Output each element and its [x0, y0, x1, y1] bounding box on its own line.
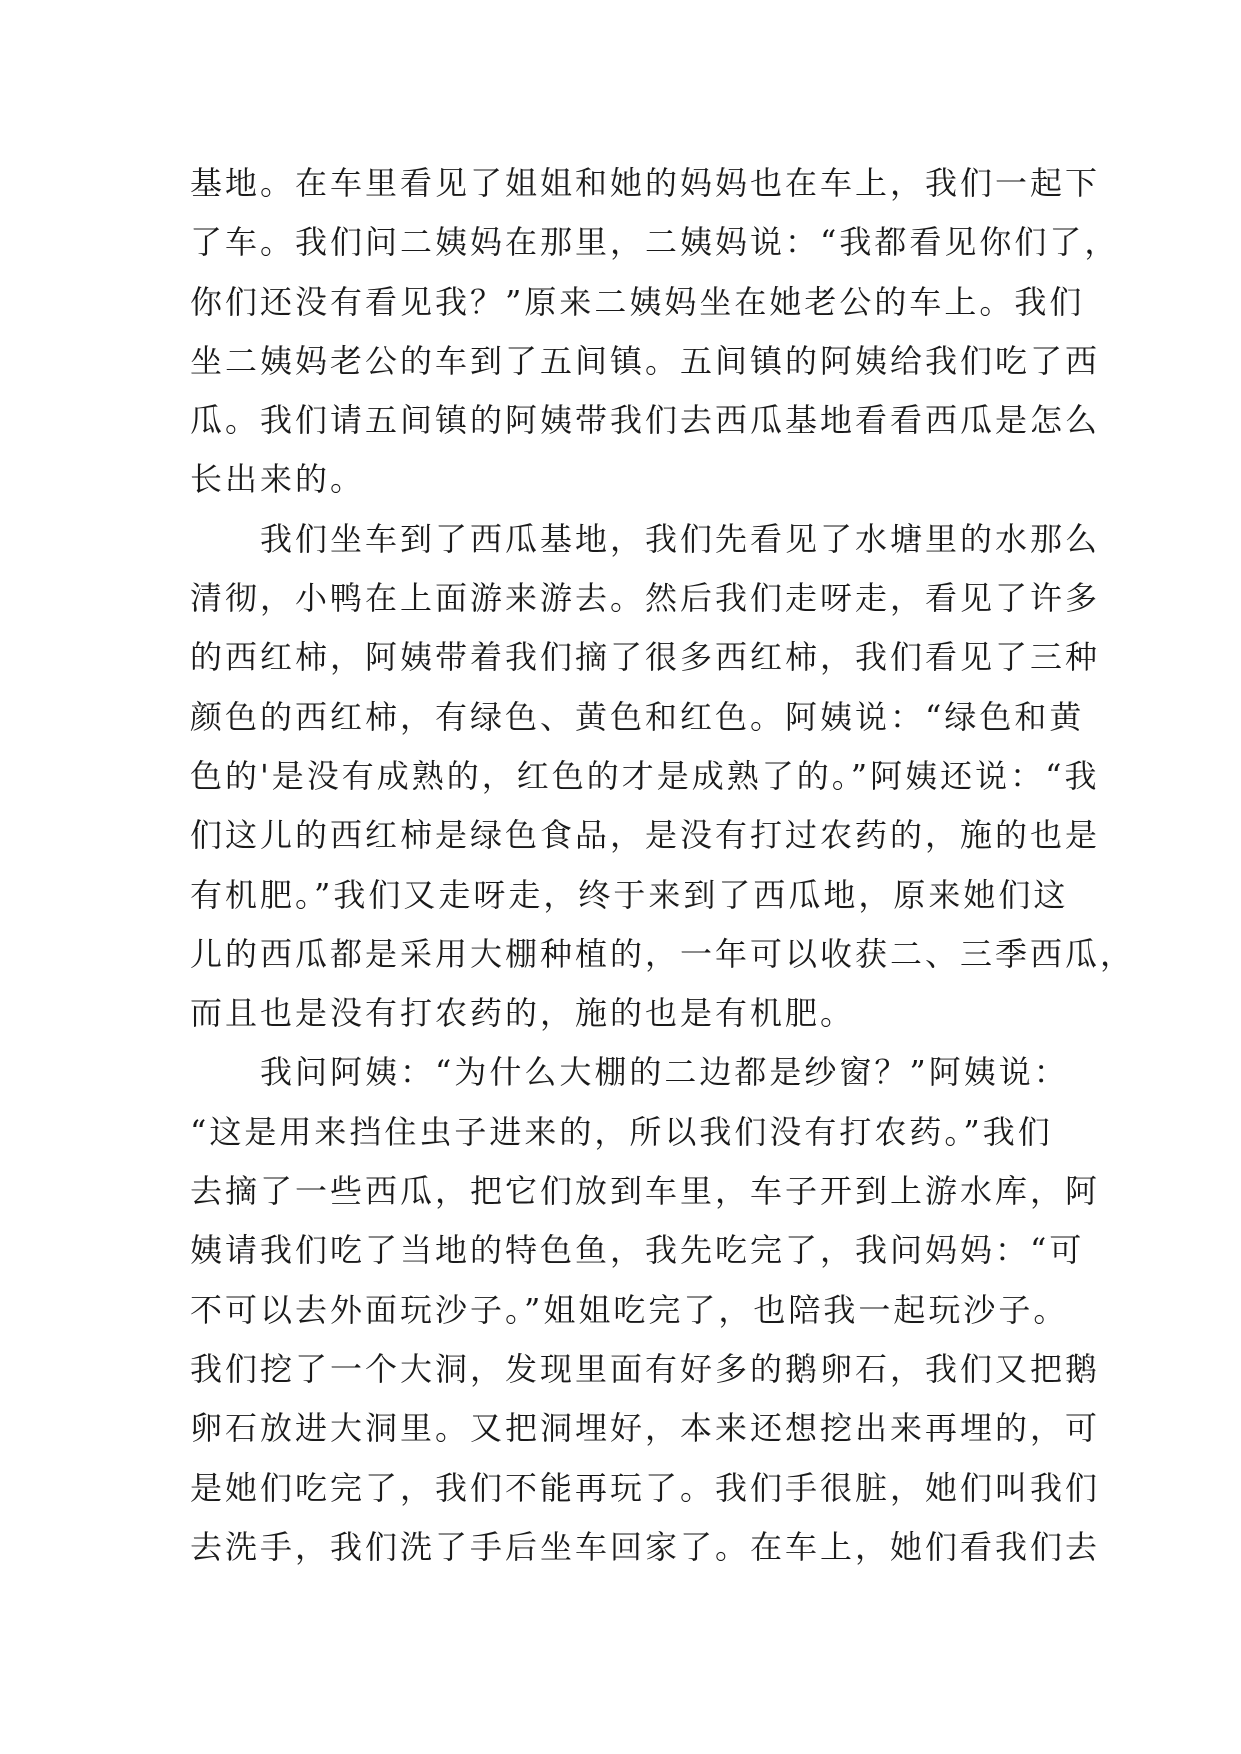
text-line: 了车。我们问二姨妈在那里，二姨妈说：“我都看见你们了， — [190, 223, 1120, 262]
text-line: 色的'是没有成熟的，红色的才是成熟了的。”阿姨还说：“我 — [190, 756, 1100, 795]
text-line: 我们坐车到了西瓜基地，我们先看见了水塘里的水那么 — [260, 519, 1101, 558]
text-line: 基地。在车里看见了姐姐和她的妈妈也在车上，我们一起下 — [190, 164, 1101, 202]
text-line: 去洗手，我们洗了手后坐车回家了。在车上，她们看我们去 — [190, 1527, 1101, 1566]
text-line: 你们还没有看见我？”原来二姨妈坐在她老公的车上。我们 — [190, 282, 1085, 321]
text-line: 瓜。我们请五间镇的阿姨带我们去西瓜基地看看西瓜是怎么 — [190, 401, 1101, 440]
text-line: 而且也是没有打农药的，施的也是有机肥。 — [190, 994, 856, 1033]
text-line: 清彻，小鸭在上面游来游去。然后我们走呀走，看见了许多 — [190, 579, 1101, 618]
text-line: 姨请我们吃了当地的特色鱼，我先吃完了，我问妈妈：“可 — [190, 1231, 1085, 1270]
paragraph — [190, 510, 1136, 1044]
text-line: 坐二姨妈老公的车到了五间镇。五间镇的阿姨给我们吃了西 — [190, 341, 1101, 380]
text-line: 长出来的。 — [190, 460, 366, 499]
text-line: 卵石放进大洞里。又把洞埋好，本来还想挖出来再埋的，可 — [190, 1409, 1101, 1448]
text-line: 颜色的西红柿，有绿色、黄色和红色。阿姨说：“绿色和黄 — [190, 697, 1085, 736]
text-line: 是她们吃完了，我们不能再玩了。我们手很脏，她们叫我们 — [190, 1468, 1101, 1507]
paragraph — [190, 154, 1120, 510]
text-line: “这是用来挡住虫子进来的，所以我们没有打农药。”我们 — [190, 1112, 1053, 1151]
paragraph — [190, 1043, 1101, 1577]
text-line: 有机肥。”我们又走呀走，终于来到了西瓜地，原来她们这 — [190, 875, 1069, 914]
text-line: 我问阿姨：“为什么大棚的二边都是纱窗？”阿姨说： — [260, 1053, 1069, 1092]
document-body — [190, 154, 1136, 1577]
text-line: 儿的西瓜都是采用大棚种植的，一年可以收获二、三季西瓜， — [190, 934, 1136, 973]
text-line: 我们挖了一个大洞，发现里面有好多的鹅卵石，我们又把鹅 — [190, 1349, 1101, 1388]
text-line: 们这儿的西红柿是绿色食品，是没有打过农药的，施的也是 — [190, 816, 1101, 855]
text-line: 的西红柿，阿姨带着我们摘了很多西红柿，我们看见了三种 — [190, 638, 1101, 677]
text-line: 不可以去外面玩沙子。”姐姐吃完了，也陪我一起玩沙子。 — [190, 1290, 1069, 1329]
text-line: 去摘了一些西瓜，把它们放到车里，车子开到上游水库，阿 — [190, 1172, 1101, 1211]
